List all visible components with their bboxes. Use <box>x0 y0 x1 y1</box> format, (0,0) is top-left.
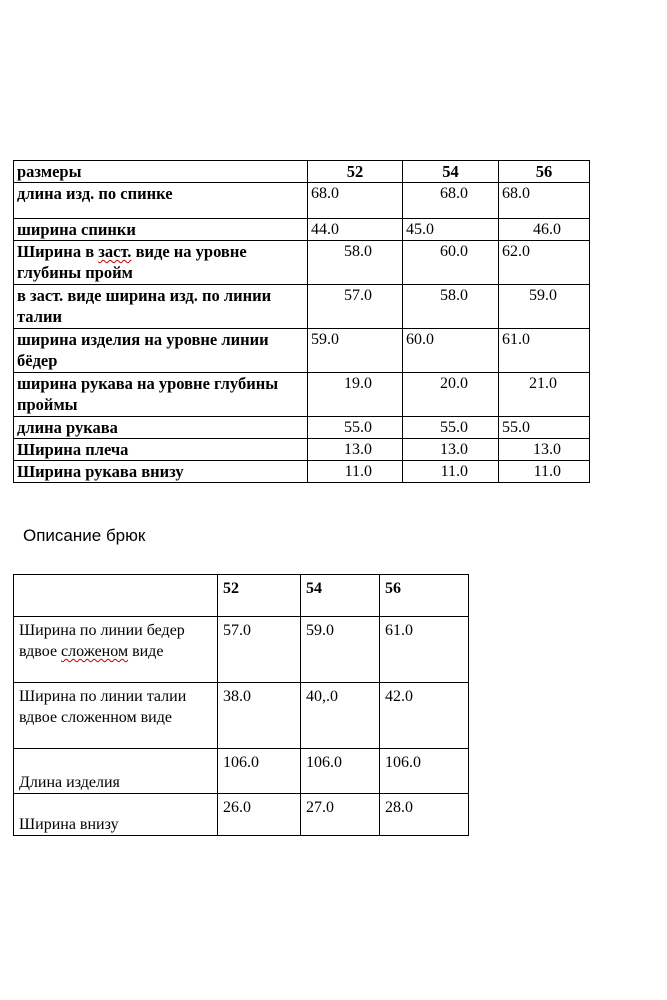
value-cell: 61.0 <box>499 329 590 373</box>
table-row <box>14 219 590 241</box>
value-cell: 45.0 <box>403 219 499 241</box>
value-cell: 59.0 <box>499 285 590 329</box>
jacket-measurements-table <box>13 160 590 483</box>
table-header-row <box>14 161 590 183</box>
size-54-header: 54 <box>301 575 380 617</box>
spellcheck-word: сложеном <box>61 643 129 660</box>
table-row <box>14 241 590 285</box>
value-cell: 60.0 <box>403 329 499 373</box>
value-cell: 62.0 <box>499 241 590 285</box>
section-title: Описание брюк <box>23 526 146 545</box>
value-cell: 55.0 <box>403 417 499 439</box>
value-cell: 106.0 <box>301 749 380 794</box>
value-cell: 21.0 <box>499 373 590 417</box>
value-cell: 13.0 <box>308 439 403 461</box>
value-cell: 11.0 <box>403 461 499 483</box>
table-row <box>14 183 590 219</box>
value-cell: 58.0 <box>308 241 403 285</box>
value-cell: 57.0 <box>218 617 301 683</box>
row-label-part: Ширина по линии бедер вдвое <box>19 622 185 660</box>
value-cell: 11.0 <box>308 461 403 483</box>
value-cell: 19.0 <box>308 373 403 417</box>
value-cell: 106.0 <box>380 749 469 794</box>
row-label <box>14 617 218 683</box>
row-label-part: виде на уровне глубины пройм <box>17 242 247 282</box>
size-52-header: 52 <box>308 161 403 183</box>
value-cell: 44.0 <box>308 219 403 241</box>
row-label: длина рукава <box>14 417 308 439</box>
table-row <box>14 417 590 439</box>
row-label: ширина изделия на уровне линии бёдер <box>14 329 308 373</box>
value-cell: 68.0 <box>308 183 403 219</box>
table-row <box>14 461 590 483</box>
value-cell: 13.0 <box>499 439 590 461</box>
value-cell: 68.0 <box>499 183 590 219</box>
value-cell: 61.0 <box>380 617 469 683</box>
size-56-header: 56 <box>380 575 469 617</box>
row-label: Ширина рукава внизу <box>14 461 308 483</box>
row-label-part: виде <box>128 643 164 660</box>
row-label: длина изд. по спинке <box>14 183 308 219</box>
value-cell: 38.0 <box>218 683 301 749</box>
size-52-header: 52 <box>218 575 301 617</box>
row-label: ширина рукава на уровне глубины проймы <box>14 373 308 417</box>
value-cell: 40,.0 <box>301 683 380 749</box>
table-row <box>14 329 590 373</box>
value-cell: 59.0 <box>308 329 403 373</box>
table-row <box>14 373 590 417</box>
value-cell: 42.0 <box>380 683 469 749</box>
row-label: в заст. виде ширина изд. по линии талии <box>14 285 308 329</box>
table-row <box>14 617 469 683</box>
value-cell: 58.0 <box>403 285 499 329</box>
header-label-cell: размеры <box>14 161 308 183</box>
value-cell: 46.0 <box>499 219 590 241</box>
value-cell: 60.0 <box>403 241 499 285</box>
trousers-measurements-table <box>13 574 469 836</box>
header-label-cell <box>14 575 218 617</box>
table-row <box>14 683 469 749</box>
row-label: Ширина внизу <box>14 794 218 836</box>
value-cell: 59.0 <box>301 617 380 683</box>
value-cell: 28.0 <box>380 794 469 836</box>
spellcheck-word: заст. <box>98 242 132 261</box>
table-row <box>14 749 469 794</box>
value-cell: 11.0 <box>499 461 590 483</box>
value-cell: 27.0 <box>301 794 380 836</box>
row-label: Длина изделия <box>14 749 218 794</box>
value-cell: 13.0 <box>403 439 499 461</box>
value-cell: 26.0 <box>218 794 301 836</box>
table-row <box>14 285 590 329</box>
row-label-part: Ширина в <box>17 242 99 261</box>
row-label: ширина спинки <box>14 219 308 241</box>
size-54-header: 54 <box>403 161 499 183</box>
value-cell: 55.0 <box>308 417 403 439</box>
size-56-header: 56 <box>499 161 590 183</box>
table-row <box>14 439 590 461</box>
table-row <box>14 794 469 836</box>
value-cell: 106.0 <box>218 749 301 794</box>
row-label <box>14 241 308 285</box>
value-cell: 20.0 <box>403 373 499 417</box>
table-header-row <box>14 575 469 617</box>
row-label: Ширина плеча <box>14 439 308 461</box>
value-cell: 68.0 <box>403 183 499 219</box>
row-label: Ширина по линии талии вдвое сложенном виде <box>14 683 218 749</box>
value-cell: 55.0 <box>499 417 590 439</box>
value-cell: 57.0 <box>308 285 403 329</box>
